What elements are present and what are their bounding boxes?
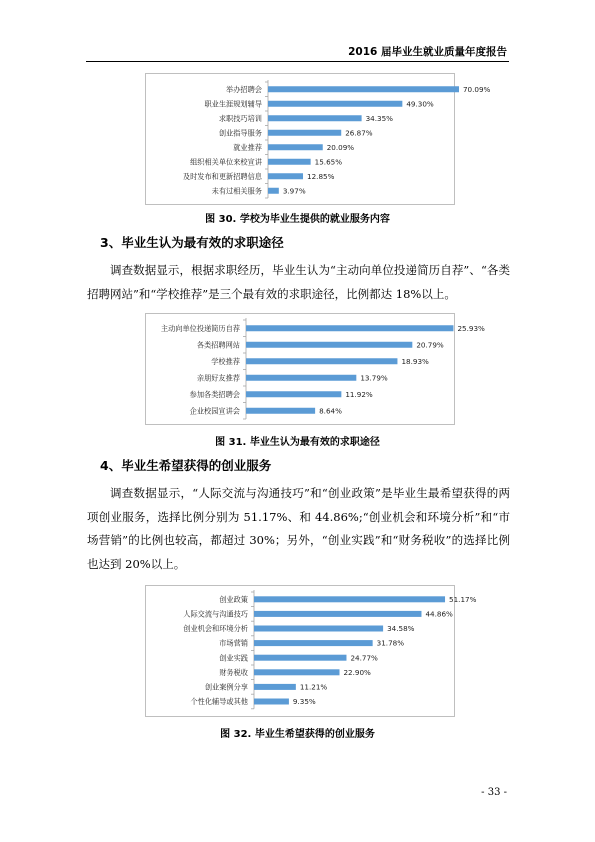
figure-31-caption: 图 31. 毕业生认为最有效的求职途径 <box>215 437 380 448</box>
value-label: 20.79% <box>416 340 444 350</box>
category-label: 创业案例分享 <box>204 682 248 692</box>
value-label: 11.92% <box>345 389 373 399</box>
category-label: 创业实践 <box>219 653 248 663</box>
category-label: 举办招聘会 <box>226 84 262 94</box>
value-label: 34.35% <box>365 113 394 123</box>
value-label: 15.65% <box>314 157 343 167</box>
category-label: 就业推荐 <box>233 142 262 152</box>
value-label: 25.93% <box>457 323 485 333</box>
bar <box>254 640 373 646</box>
bar <box>246 325 453 331</box>
bar <box>246 342 412 348</box>
value-label: 26.87% <box>345 128 373 138</box>
category-label: 及时发布和更新招聘信息 <box>182 171 262 181</box>
value-label: 24.77% <box>350 653 378 663</box>
category-label: 参加各类招聘会 <box>189 389 240 399</box>
bar <box>254 626 383 632</box>
bar <box>246 408 315 414</box>
value-label: 22.90% <box>343 667 371 677</box>
bar <box>254 669 339 675</box>
value-label: 20.09% <box>326 142 355 152</box>
chart-30-svg <box>146 74 491 204</box>
value-label: 9.35% <box>292 697 316 707</box>
category-label: 创业指导服务 <box>218 128 262 138</box>
category-label: 财务税收 <box>219 667 248 677</box>
category-label: 市场营销 <box>219 638 248 648</box>
page-number: - 33 - <box>481 787 507 798</box>
bar <box>268 188 279 194</box>
category-label: 创业机会和环境分析 <box>183 624 248 634</box>
chart-31-svg <box>146 314 485 424</box>
category-label: 求职技巧培训 <box>218 113 262 123</box>
report-header-title: 2016 届毕业生就业质量年度报告 <box>348 46 507 58</box>
category-label: 学校推荐 <box>211 356 240 366</box>
value-label: 31.78% <box>376 638 405 648</box>
bar <box>246 358 397 364</box>
bar <box>246 375 356 381</box>
section-4-heading: 4、毕业生希望获得的创业服务 <box>100 458 272 473</box>
bar <box>268 130 341 136</box>
chart-31 <box>145 313 485 425</box>
section-4-paragraph: 调查数据显示，“人际交流与沟通技巧”和“创业政策”是毕业生最希望获得的两项创业服务，选择比例分别为 51.17%、和 44.86%;“创业机会和环境分析”和“市场营销”的比例也较高，都超过 30%；另外，“创业实践”和“财务税收”的选择比例也达到 20%以上。 <box>87 486 510 571</box>
category-label: 个性化辅导或其他 <box>190 697 248 707</box>
category-label: 各类招聘网站 <box>196 340 240 350</box>
value-label: 34.58% <box>387 624 415 634</box>
value-label: 18.93% <box>401 356 429 366</box>
value-label: 3.97% <box>282 186 306 196</box>
value-label: 11.21% <box>299 682 328 692</box>
section-3-heading: 3、毕业生认为最有效的求职途径 <box>100 235 284 250</box>
bar <box>268 159 311 165</box>
category-label: 未有过相关服务 <box>211 186 262 196</box>
bar <box>254 655 346 661</box>
bar <box>268 115 362 121</box>
value-label: 49.30% <box>406 99 434 109</box>
value-label: 8.64% <box>319 406 342 416</box>
figure-32-caption: 图 32. 毕业生希望获得的创业服务 <box>220 729 375 740</box>
category-label: 亲朋好友推荐 <box>196 373 240 383</box>
bar <box>246 391 341 397</box>
bar <box>254 611 421 617</box>
value-label: 51.17% <box>449 594 477 604</box>
bar <box>254 684 296 690</box>
chart-32 <box>145 585 477 717</box>
header-rule <box>86 61 509 62</box>
chart-32-svg <box>146 586 477 716</box>
category-label: 职业生涯规划辅导 <box>204 99 262 109</box>
bar <box>254 596 445 602</box>
value-label: 12.85% <box>307 171 335 181</box>
bar <box>268 101 402 107</box>
bar <box>268 86 459 92</box>
category-label: 组织相关单位来校宣讲 <box>190 157 262 167</box>
category-label: 主动向单位投递简历自荐 <box>160 323 240 333</box>
category-label: 企业校园宣讲会 <box>189 406 240 416</box>
category-label: 人际交流与沟通技巧 <box>183 609 248 619</box>
figure-30-caption: 图 30. 学校为毕业生提供的就业服务内容 <box>205 214 390 225</box>
bar <box>268 144 323 150</box>
value-label: 70.09% <box>462 84 491 94</box>
value-label: 44.86% <box>425 609 453 619</box>
section-3-paragraph: 调查数据显示，根据求职经历，毕业生认为“主动向单位投递简历自荐”、“各类招聘网站”和“学校推荐”是三个最有效的求职途径，比例都达 18%以上。 <box>87 263 510 301</box>
bar <box>268 173 303 179</box>
category-label: 创业政策 <box>219 594 248 604</box>
value-label: 13.79% <box>360 373 388 383</box>
chart-30 <box>145 73 491 205</box>
bar <box>254 699 289 705</box>
